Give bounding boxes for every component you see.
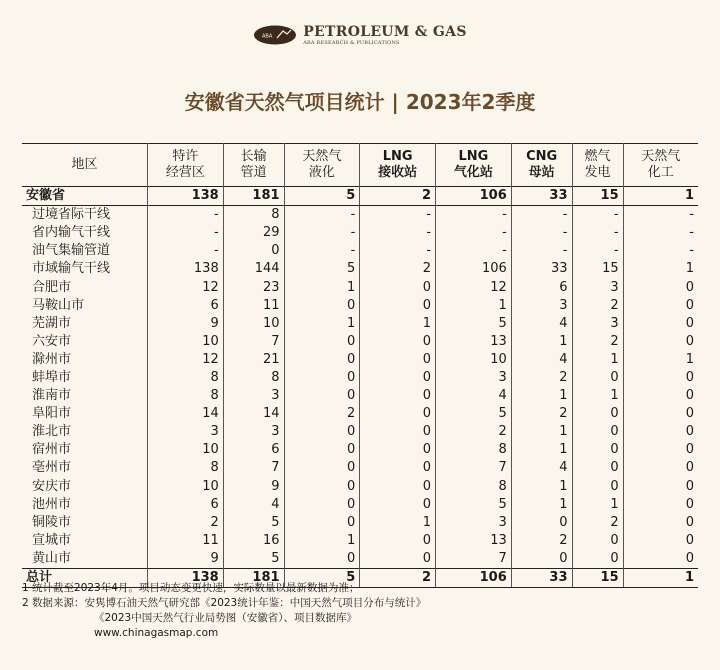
region-name-cell: 淮南市 [32, 388, 72, 404]
value-cell: - [148, 206, 224, 225]
table-row [22, 369, 698, 387]
value-cell: 5 [284, 260, 360, 278]
value-cell: 21 [223, 351, 284, 369]
value-cell: - [511, 206, 572, 225]
value-cell: 8 [148, 459, 224, 477]
table-row [22, 297, 698, 315]
value-cell: 3 [223, 423, 284, 441]
value-cell: 0 [572, 478, 623, 496]
value-cell: 0 [623, 478, 698, 496]
value-cell: 0 [623, 550, 698, 569]
value-cell: 1 [623, 260, 698, 278]
value-cell: 1 [572, 351, 623, 369]
region-name-cell: 总计 [22, 568, 148, 587]
region-name-cell: 市域输气干线 [32, 261, 111, 277]
value-cell: 4 [223, 496, 284, 514]
value-cell: 0 [623, 405, 698, 423]
region-name-cell: 合肥市 [32, 279, 72, 295]
svg-text:ABA: ABA [262, 33, 273, 40]
column-header-line1: LNG [382, 149, 413, 164]
table-row [22, 441, 698, 459]
value-cell: 0 [572, 441, 623, 459]
value-cell: 0 [284, 297, 360, 315]
value-cell: 0 [623, 369, 698, 387]
value-cell: 7 [436, 550, 512, 569]
column-header-line2: 管道 [240, 165, 267, 180]
table-row [22, 224, 698, 242]
value-cell: 23 [223, 278, 284, 296]
value-cell: 14 [148, 405, 224, 423]
value-cell: 10 [223, 315, 284, 333]
value-cell: 10 [148, 333, 224, 351]
value-cell: 2 [360, 260, 436, 278]
table-row [22, 387, 698, 405]
table-row [22, 478, 698, 496]
value-cell: 15 [572, 568, 623, 587]
column-header [223, 144, 284, 187]
value-cell: 0 [572, 532, 623, 550]
value-cell: 33 [511, 187, 572, 206]
value-cell: 0 [284, 459, 360, 477]
footnote-2-continued: 《2023中国天然气行业局势图（安徽省）、项目数据库》 [94, 612, 357, 624]
column-header-line1: LNG [458, 149, 489, 164]
value-cell: 1 [511, 387, 572, 405]
value-cell: 1 [360, 315, 436, 333]
column-header-line1: 长输 [240, 149, 267, 164]
value-cell: 2 [572, 514, 623, 532]
column-header-line1: 天然气 [641, 149, 681, 164]
value-cell: 0 [572, 459, 623, 477]
region-name-cell: 六安市 [32, 333, 72, 349]
value-cell: 7 [223, 333, 284, 351]
table-row [22, 514, 698, 532]
value-cell: 0 [284, 550, 360, 569]
value-cell: - [360, 224, 436, 242]
value-cell: 2 [511, 532, 572, 550]
brand-name: PETROLEUM & GAS [303, 23, 467, 40]
table-row [22, 496, 698, 514]
value-cell: 2 [436, 423, 512, 441]
value-cell: 5 [223, 514, 284, 532]
value-cell: 1 [511, 423, 572, 441]
value-cell: 1 [623, 568, 698, 587]
value-cell: 11 [148, 532, 224, 550]
value-cell: 4 [511, 351, 572, 369]
value-cell: 1 [436, 297, 512, 315]
value-cell: 0 [623, 333, 698, 351]
value-cell: 1 [284, 532, 360, 550]
column-header-line1: CNG [526, 149, 558, 164]
region-name-cell: 油气集输管道 [32, 243, 111, 259]
value-cell: - [436, 206, 512, 225]
value-cell: 0 [623, 387, 698, 405]
value-cell: 3 [223, 387, 284, 405]
column-header-line1: 天然气 [302, 149, 342, 164]
value-cell: 1 [511, 478, 572, 496]
value-cell: 0 [623, 496, 698, 514]
column-header-line2: 化工 [647, 165, 674, 180]
table-row [22, 333, 698, 351]
value-cell: - [360, 242, 436, 260]
value-cell: 6 [223, 441, 284, 459]
source-url: www.chinagasmap.com [94, 627, 219, 639]
table-row [22, 405, 698, 423]
value-cell: 2 [511, 369, 572, 387]
value-cell: - [436, 224, 512, 242]
column-header [436, 144, 512, 187]
table-row [22, 242, 698, 260]
footnotes [22, 581, 426, 641]
region-name-cell: 宿州市 [32, 442, 72, 458]
value-cell: 0 [284, 514, 360, 532]
value-cell: 2 [360, 187, 436, 206]
value-cell: 0 [511, 550, 572, 569]
value-cell: 4 [511, 459, 572, 477]
value-cell: 5 [284, 568, 360, 587]
value-cell: 2 [360, 568, 436, 587]
value-cell: 0 [360, 369, 436, 387]
value-cell: - [623, 206, 698, 225]
value-cell: 0 [623, 514, 698, 532]
value-cell: 0 [360, 297, 436, 315]
value-cell: 0 [572, 550, 623, 569]
value-cell: 1 [511, 333, 572, 351]
value-cell: - [511, 224, 572, 242]
value-cell: 12 [436, 278, 512, 296]
value-cell: 8 [148, 369, 224, 387]
value-cell: 138 [148, 260, 224, 278]
value-cell: - [572, 224, 623, 242]
value-cell: 0 [360, 478, 436, 496]
value-cell: 9 [148, 550, 224, 569]
region-name-cell: 铜陵市 [32, 514, 72, 530]
table-row [22, 351, 698, 369]
value-cell: 1 [623, 351, 698, 369]
table-row [22, 550, 698, 569]
column-header [284, 144, 360, 187]
value-cell: 1 [284, 315, 360, 333]
value-cell: 0 [360, 405, 436, 423]
value-cell: 1 [284, 278, 360, 296]
region-name-cell: 宣城市 [32, 532, 72, 548]
value-cell: 0 [623, 315, 698, 333]
value-cell: - [284, 242, 360, 260]
value-cell: 106 [436, 568, 512, 587]
column-header [148, 144, 224, 187]
value-cell: 0 [360, 423, 436, 441]
region-name-cell: 过境省际干线 [32, 207, 111, 223]
value-cell: 0 [623, 423, 698, 441]
value-cell: - [148, 242, 224, 260]
value-cell: 33 [511, 568, 572, 587]
region-name-cell: 黄山市 [32, 550, 72, 566]
value-cell: 2 [572, 297, 623, 315]
value-cell: 2 [511, 405, 572, 423]
value-cell: 10 [148, 478, 224, 496]
value-cell: 16 [223, 532, 284, 550]
value-cell: 1 [511, 441, 572, 459]
value-cell: 3 [572, 315, 623, 333]
column-header-line2: 经营区 [165, 165, 205, 180]
brand-logo [0, 22, 720, 48]
value-cell: 6 [511, 278, 572, 296]
value-cell: - [360, 206, 436, 225]
value-cell: 0 [572, 369, 623, 387]
value-cell: 10 [436, 351, 512, 369]
value-cell: - [148, 224, 224, 242]
region-name-cell: 安徽省 [22, 187, 148, 206]
region-name-cell: 安庆市 [32, 478, 72, 494]
value-cell: 138 [148, 568, 224, 587]
value-cell: 8 [148, 387, 224, 405]
value-cell: 12 [148, 351, 224, 369]
region-name-cell: 蚌埠市 [32, 369, 72, 385]
column-header [360, 144, 436, 187]
value-cell: 4 [436, 387, 512, 405]
value-cell: 12 [148, 278, 224, 296]
value-cell: 0 [360, 441, 436, 459]
value-cell: 5 [436, 496, 512, 514]
value-cell: 0 [360, 496, 436, 514]
table-header-row [22, 144, 698, 187]
table-row [22, 423, 698, 441]
value-cell: 5 [284, 187, 360, 206]
value-cell: 0 [284, 333, 360, 351]
column-header-line1: 地区 [71, 157, 98, 172]
value-cell: - [436, 242, 512, 260]
region-name-cell: 滁州市 [32, 351, 72, 367]
value-cell: 0 [284, 478, 360, 496]
value-cell: - [511, 242, 572, 260]
value-cell: 3 [436, 369, 512, 387]
value-cell: 15 [572, 260, 623, 278]
value-cell: 7 [223, 459, 284, 477]
column-header [511, 144, 572, 187]
footnote-1: 1 统计截至2023年4月。项目动态变更快速，实际数量以最新数据为准； [22, 582, 360, 594]
value-cell: - [572, 242, 623, 260]
value-cell: 6 [148, 496, 224, 514]
column-header-line2: 母站 [528, 165, 555, 180]
table-body [22, 187, 698, 588]
value-cell: - [623, 224, 698, 242]
value-cell: 0 [360, 351, 436, 369]
value-cell: 3 [436, 514, 512, 532]
value-cell: 9 [148, 315, 224, 333]
value-cell: 3 [148, 423, 224, 441]
value-cell: 0 [360, 333, 436, 351]
value-cell: 0 [572, 405, 623, 423]
value-cell: 106 [436, 260, 512, 278]
value-cell: 1 [511, 496, 572, 514]
value-cell: 10 [148, 441, 224, 459]
page-title: 安徽省天然气项目统计 | 2023年2季度 [184, 90, 536, 114]
value-cell: 2 [148, 514, 224, 532]
value-cell: 3 [511, 297, 572, 315]
value-cell: 2 [572, 333, 623, 351]
value-cell: 7 [436, 459, 512, 477]
value-cell: 0 [284, 351, 360, 369]
value-cell: 0 [284, 387, 360, 405]
column-header-line2: 接收站 [378, 165, 418, 180]
value-cell: 29 [223, 224, 284, 242]
value-cell: 1 [572, 496, 623, 514]
column-header [22, 144, 148, 187]
column-header-line1: 燃气 [584, 149, 611, 164]
value-cell: 4 [511, 315, 572, 333]
value-cell: 15 [572, 187, 623, 206]
table-row [22, 187, 698, 206]
aba-logo-icon [253, 25, 297, 45]
table-row [22, 278, 698, 296]
value-cell: 0 [511, 514, 572, 532]
footnote-2: 2 数据来源：安隽博石油天然气研究部《2023统计年鉴：中国天然气项目分布与统计》 [22, 597, 427, 609]
value-cell: 144 [223, 260, 284, 278]
value-cell: 5 [436, 315, 512, 333]
value-cell: 3 [572, 278, 623, 296]
value-cell: 33 [511, 260, 572, 278]
column-header-line2: 气化站 [453, 165, 493, 180]
value-cell: 0 [623, 459, 698, 477]
value-cell: 0 [223, 242, 284, 260]
table-row [22, 459, 698, 477]
value-cell: 106 [436, 187, 512, 206]
region-name-cell: 阜阳市 [32, 406, 72, 422]
value-cell: 181 [223, 187, 284, 206]
column-header [623, 144, 698, 187]
value-cell: 14 [223, 405, 284, 423]
value-cell: 0 [284, 423, 360, 441]
value-cell: 1 [360, 514, 436, 532]
table-row [22, 260, 698, 278]
value-cell: 8 [436, 441, 512, 459]
value-cell: 0 [572, 423, 623, 441]
value-cell: 0 [623, 278, 698, 296]
region-name-cell: 淮北市 [32, 424, 72, 440]
value-cell: 0 [360, 278, 436, 296]
column-header-line1: 特许 [172, 149, 199, 164]
value-cell: 181 [223, 568, 284, 587]
value-cell: 8 [223, 369, 284, 387]
value-cell: 5 [436, 405, 512, 423]
value-cell: 13 [436, 532, 512, 550]
table-row [22, 315, 698, 333]
region-name-cell: 亳州市 [32, 460, 72, 476]
value-cell: 0 [284, 369, 360, 387]
value-cell: - [623, 242, 698, 260]
column-header-line2: 发电 [584, 165, 611, 180]
value-cell: - [572, 206, 623, 225]
value-cell: 8 [223, 206, 284, 225]
value-cell: 0 [360, 532, 436, 550]
value-cell: - [284, 206, 360, 225]
value-cell: 5 [223, 550, 284, 569]
region-name-cell: 省内输气干线 [32, 225, 111, 241]
table-row [22, 206, 698, 225]
value-cell: 2 [284, 405, 360, 423]
value-cell: - [284, 224, 360, 242]
value-cell: 0 [360, 550, 436, 569]
value-cell: 1 [572, 387, 623, 405]
column-header-line2: 液化 [308, 165, 335, 180]
value-cell: 6 [148, 297, 224, 315]
value-cell: 0 [360, 459, 436, 477]
value-cell: 13 [436, 333, 512, 351]
region-name-cell: 池州市 [32, 496, 72, 512]
value-cell: 0 [623, 297, 698, 315]
value-cell: 0 [284, 441, 360, 459]
value-cell: 1 [623, 187, 698, 206]
value-cell: 0 [360, 387, 436, 405]
stats-table [22, 143, 698, 588]
table-row [22, 532, 698, 550]
value-cell: 9 [223, 478, 284, 496]
value-cell: 0 [284, 496, 360, 514]
value-cell: 11 [223, 297, 284, 315]
value-cell: 0 [623, 532, 698, 550]
column-header [572, 144, 623, 187]
value-cell: 0 [623, 441, 698, 459]
value-cell: 8 [436, 478, 512, 496]
brand-tagline: ABA RESEARCH & PUBLICATIONS [303, 39, 400, 46]
region-name-cell: 芜湖市 [32, 315, 72, 331]
region-name-cell: 马鞍山市 [32, 297, 85, 313]
value-cell: 138 [148, 187, 224, 206]
